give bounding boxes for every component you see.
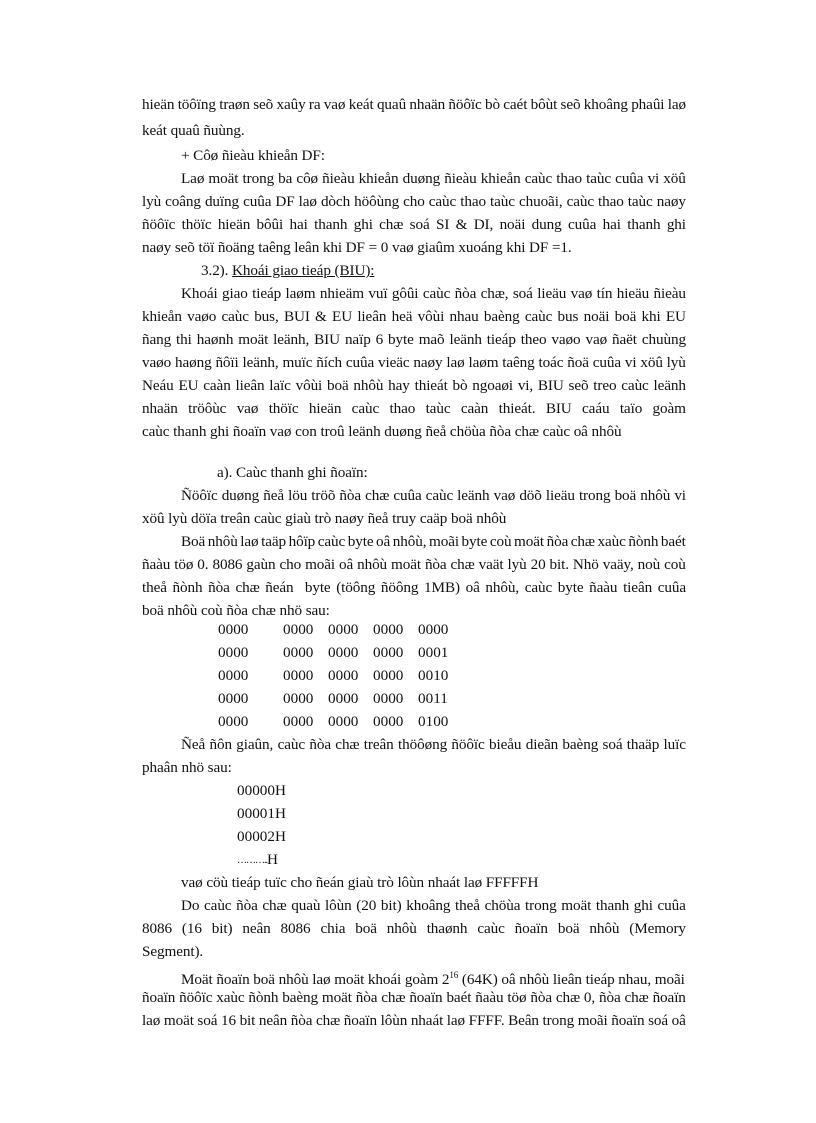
section-heading — [201, 262, 374, 280]
binary-cell: 0000 — [328, 690, 359, 707]
text-line: ñöôïc thöïc hieän bôûi hai thanh ghi chæ soá SI & DI, noäi dung cuûa hai thanh ghi — [142, 216, 686, 233]
binary-cell: 0010 — [418, 667, 449, 684]
binary-cell: 0000 — [283, 690, 314, 707]
text-line: Laø moät trong ba côø ñieàu khieån duøng ñieàu khieån caùc thao taùc cuûa vi xöû — [181, 170, 686, 187]
text-line: vaøo haøng ñôïi leänh, muïc ñích cuûa vieäc naøy laø laøm taêng toác ñoä cuûa vi xöû lyù — [142, 354, 686, 371]
ellipsis-dots: ……….. — [237, 855, 267, 866]
hex-suffix: H — [267, 851, 278, 868]
text-line: khieån vaøo caùc bus, BUI & EU lieân heä vôùi nhau baèng caùc bus noäi boä khi EU — [142, 308, 686, 325]
text-line: phaân nhö sau: — [142, 759, 232, 776]
binary-cell: 0000 — [373, 667, 404, 684]
text-line: keát quaû ñuùng. — [142, 122, 245, 139]
text-line: nhaän tröôùc vaø thöïc hieän caùc thao taùc caàn thieát. BIU caáu taïo goàm — [142, 400, 686, 417]
subsection-heading: a). Caùc thanh ghi ñoaïn: — [217, 464, 368, 481]
text-line: Ñeå ñôn giaûn, caùc ñòa chæ treân thöôøng ñöôïc bieåu dieãn baèng soá thaäp luïc — [181, 736, 686, 753]
binary-cell: 0000 — [328, 621, 359, 638]
binary-cell: 0000 — [328, 667, 359, 684]
binary-cell: 0000 — [283, 621, 314, 638]
text-line: Khoái giao tieáp laøm nhieäm vuï gôûi caùc ñòa chæ, soá lieäu vaø tín hieäu ñieàu — [181, 285, 686, 302]
binary-cell: 0000 — [218, 690, 249, 707]
binary-cell: 0000 — [328, 713, 359, 730]
text-line: xöû lyù döïa treân caùc giaù trò naøy ñeå truy caäp boä nhôù — [142, 510, 507, 527]
section-number: 3.2). — [201, 262, 233, 279]
text-line: ñang thi haønh moät leänh, BIU naïp 6 byte maõ leänh tieáp theo vaøo vaø ñaët chuùng — [142, 331, 686, 348]
hex-address: 00001H — [237, 805, 286, 822]
binary-cell: 0000 — [373, 644, 404, 661]
text-line: Boä nhôù laø taäp hôïp caùc byte oâ nhôù, moãi byte coù moät ñòa chæ xaùc ñònh baét — [181, 533, 686, 550]
binary-cell: 0100 — [418, 713, 449, 730]
binary-cell: 0000 — [328, 644, 359, 661]
text-line: caùc thanh ghi ñoaïn vaø con troû leänh duøng ñeå chöùa ñòa chæ caùc oâ nhôù — [142, 423, 622, 440]
section-title: Khoái giao tieáp (BIU): — [232, 262, 375, 279]
binary-cell: 0000 — [218, 621, 249, 638]
text-line: laø moät soá 16 bit neân ñòa chæ ñoaïn lôùn nhaát laø FFFF. Beân trong moãi ñoaïn soá oâ — [142, 1012, 686, 1029]
text-line: Ñöôïc duøng ñeå löu tröõ ñòa chæ cuûa caùc leänh vaø döõ lieäu trong boä nhôù vi — [181, 487, 686, 504]
binary-cell: 0000 — [373, 621, 404, 638]
binary-cell: 0000 — [418, 621, 449, 638]
text-line: Do caùc ñòa chæ quaù lôùn (20 bit) khoâng theå chöùa trong moät thanh ghi cuûa — [181, 897, 686, 914]
binary-cell: 0000 — [283, 713, 314, 730]
hex-address: 00000H — [237, 782, 286, 799]
text-line: vaø cöù tieáp tuïc cho ñeán giaù trò lôùn nhaát laø FFFFFH — [181, 874, 539, 891]
text-line: ñoaïn ñöôïc xaùc ñònh baèng moät ñòa chæ ñoaïn baét ñaàu töø ñòa chæ 0, ñòa chæ ñoaïn — [142, 989, 686, 1006]
hex-address: 00002H — [237, 828, 286, 845]
binary-cell: 0001 — [418, 644, 449, 661]
bullet-heading: + Côø ñieàu khieån DF: — [181, 147, 325, 164]
text-line: 8086 (16 bit) neân 8086 chia boä nhôù thaønh caùc ñoaïn boä nhôù (Memory — [142, 920, 686, 937]
binary-cell: 0000 — [218, 667, 249, 684]
binary-cell: 0000 — [283, 644, 314, 661]
binary-cell: 0000 — [373, 690, 404, 707]
binary-cell: 0000 — [218, 713, 249, 730]
text-line: naøy seõ töï ñoäng taêng leân khi DF = 0 vaø giaûm xuoáng khi DF =1. — [142, 239, 572, 256]
hex-address-ellipsis — [237, 851, 278, 870]
text-span: Moät ñoaïn boä nhôù laø moät khoái goàm 2 — [181, 971, 450, 988]
text-line: Segment). — [142, 943, 204, 960]
text-line: ñaàu töø 0. 8086 gaùn cho moãi oâ nhôù moät ñòa chæ vaät lyù 20 bit. Nhö vaäy, noù coù — [142, 556, 686, 573]
text-line: theå ñònh ñòa chæ ñeán byte (töông ñöông 1MB) oâ nhôù, caùc byte ñaàu tieân cuûa — [142, 579, 686, 596]
text-line: lyù coâng duïng cuûa DF laø dòch höôùng cho caùc thao taùc chuoãi, caùc thao taùc naøy — [142, 193, 686, 210]
text-span: (64K) oâ nhôù lieân tieáp nhau, moãi — [458, 971, 685, 988]
text-line: hieän töôïng traøn seõ xaûy ra vaø keát quaû nhaän ñöôïc bò caét bôùt seõ khoâng phaûi laø — [142, 96, 686, 113]
binary-cell: 0000 — [283, 667, 314, 684]
binary-cell: 0000 — [218, 644, 249, 661]
superscript: 16 — [449, 970, 459, 980]
binary-cell: 0011 — [418, 690, 448, 707]
binary-cell: 0000 — [373, 713, 404, 730]
text-line — [181, 966, 686, 988]
text-line: boä nhôù coù ñòa chæ nhö sau: — [142, 602, 330, 619]
text-line: Neáu EU caàn lieân laïc vôùi boä nhôù hay thieát bò ngoaøi vi, BIU seõ treo caùc leänh — [142, 377, 686, 394]
